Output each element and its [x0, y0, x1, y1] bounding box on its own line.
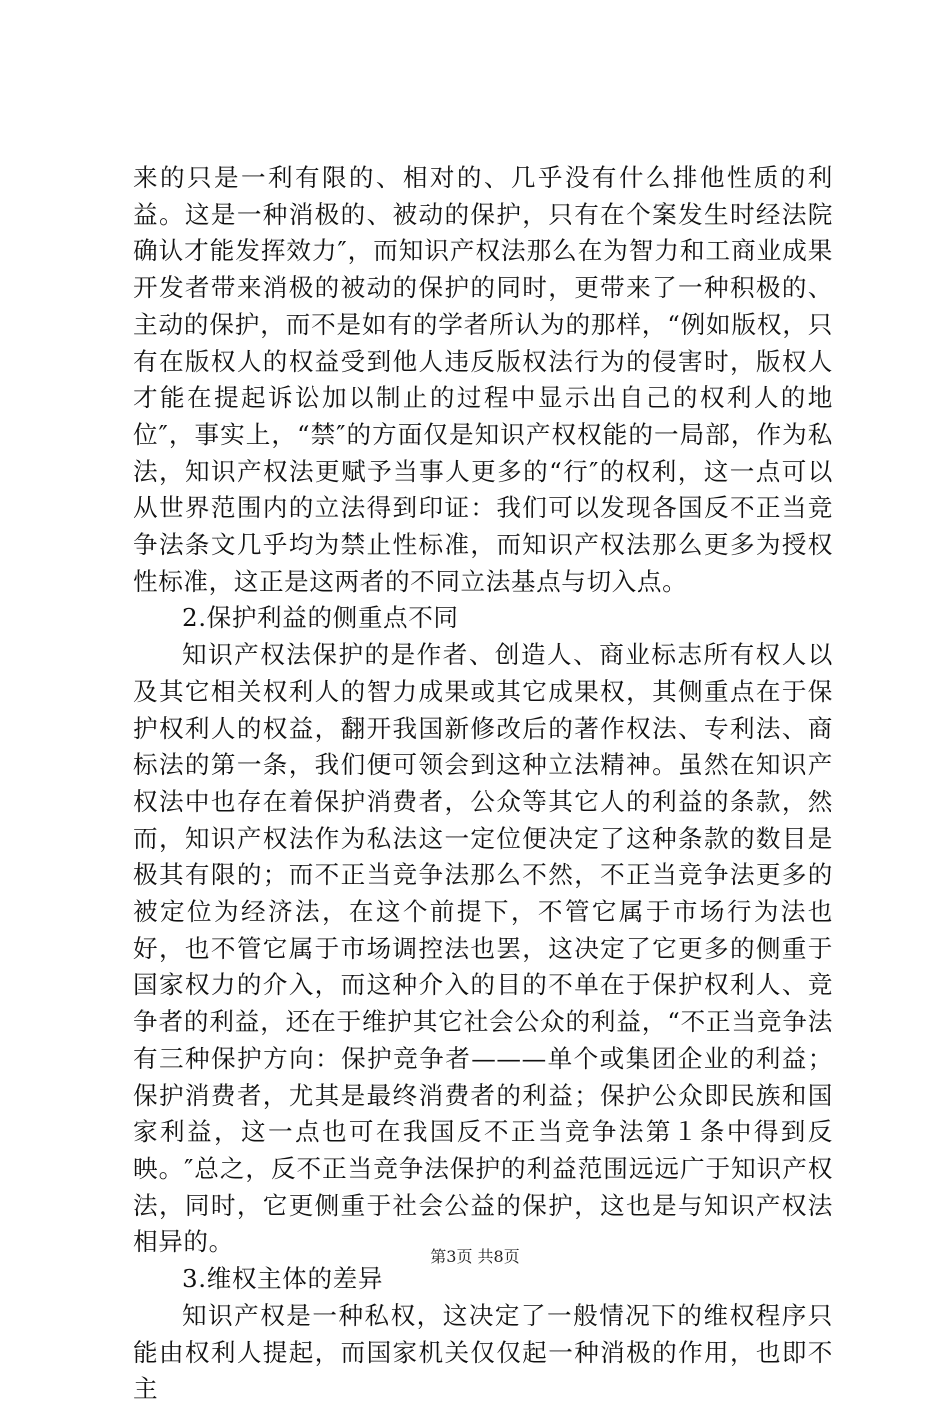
paragraph-protection-focus: 知识产权法保护的是作者、创造人、商业标志所有权人以及其它相关权利人的智力成果或其它成果权，其侧重点在于保护权利人的权益，翻开我国新修改后的著作权法、专利法、商标法的第一条，我们便可领会到这种立法精神。虽然在知识产权法中也存在着保护消费者，公众等其它人的利益的条款，然而，知识产权法作为私法这一定位便决定了这种条款的数目是极其有限的；而不正当竞争法那么不然，不正当竞争法更多的被定位为经济法，在这个前提下，不管它属于市场行为法也好，也不管它属于市场调控法也罢，这决定了它更多的侧重于国家权力的介入，而这种介入的目的不单在于保护权利人、竞争者的利益，还在于维护其它社会公众的利益，“不正当竞争法有三种保护方向：保护竞争者———单个或集团企业的利益；保护消费者，尤其是最终消费者的利益；保护公众即民族和国家利益，这一点也可在我国反不正当竞争法第１条中得到反映。″总之，反不正当竞争法保护的利益范围远远广于知识产权法，同时，它更侧重于社会公益的保护，这也是与知识产权法相异的。: [133, 640, 833, 1257]
section-heading-3: 3.维权主体的差异: [182, 1264, 384, 1294]
paragraph-rights-subject: 知识产权是一种私权，这决定了一般情况下的维权程序只能由权利人提起，而国家机关仅仅起一种消极的作用，也即不主: [133, 1300, 833, 1404]
section-heading-2: 2.保护利益的侧重点不同: [182, 603, 459, 633]
page-footer: 第3页 共8页: [430, 1247, 520, 1266]
document-body: [133, 160, 833, 1408]
paragraph-continuation: 来的只是一利有限的、相对的、几乎没有什么排他性质的利益。这是一种消极的、被动的保护，只有在个案发生时经法院确认才能发挥效力″，而知识产权法那么在为智力和工商业成果开发者带来消极的被动的保护的同时，更带来了一种积极的、主动的保护，而不是如有的学者所认为的那样，“例如版权，只有在版权人的权益受到他人违反版权法行为的侵害时，版权人才能在提起诉讼加以制止的过程中显示出自己的权利人的地位″，事实上，“禁″的方面仅是知识产权权能的一局部，作为私法，知识产权法更赋予当事人更多的“行″的权利，这一点可以从世界范围内的立法得到印证：我们可以发现各国反不正当竞争法条文几乎均为禁止性标准，而知识产权法那么更多为授权性标准，这正是这两者的不同立法基点与切入点。: [133, 163, 833, 596]
